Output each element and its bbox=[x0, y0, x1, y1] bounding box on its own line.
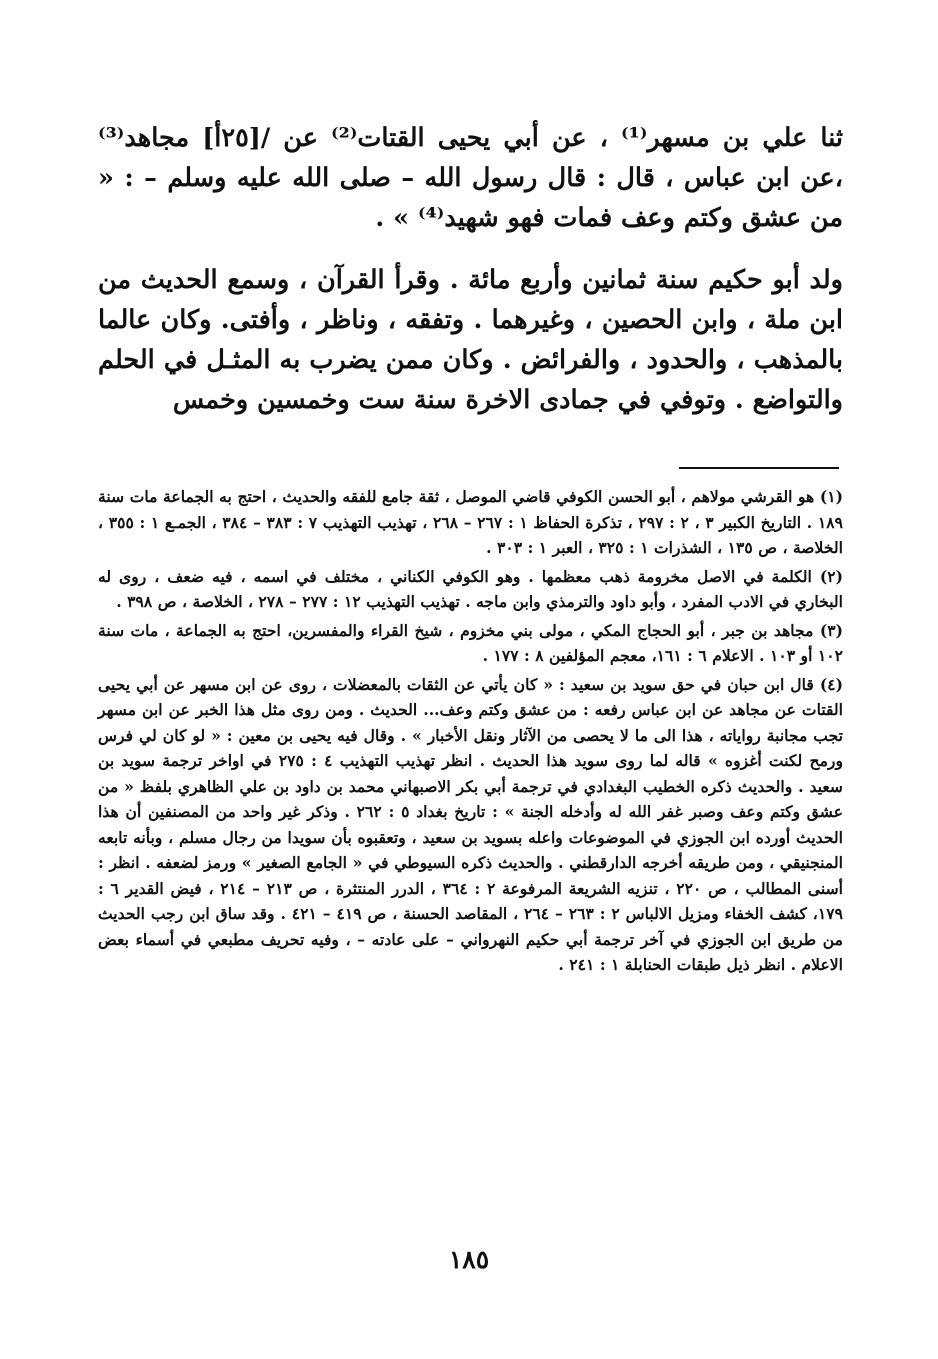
footnote-4: (٤) قال ابن حبان في حق سويد بن سعيد : « كان يأتي عن الثقات بالمعضلات ، روى عن ابن مسهر عن أبي يحيى القتات عن مجاهد عن ابن عباس رفعه : من عشق وكتم وعف... الحديث . ومن روى مثل هذا الخبر عن ابن مسهر تجب مجانبة رواياته ، هذا الى ما لا يحصى من الآثار ونقل الأخبار » . وقال فيه يحيى بن معين : « لو كان لي فرس ورمح لكنت أغزوه » قاله لما روى سويد هذا الحديث . انظر تهذيب التهذيب ٤ : ٢٧٥ في اواخر ترجمة سويد بن سعيد . والحديث ذكره الخطيب البغدادي في ترجمة أبي بكر الاصبهاني محمد بن داود بن علي الظاهري بلفظ « من عشق وكتم وعف وصبر غفر الله له وأدخله الجنة » : تاريخ بغداد ٥ : ٢٦٢ . وذكر غير واحد من المصنفين أن هذا الحديث أورده ابن الجوزي في الموضوعات واعله بسويد بن سعيد ، وتعقبوه بأن سويدا من رجال مسلم ، وبأنه تابعه المنجنيقي ، ومن طريقه أخرجه الدارقطني . والحديث ذكره السيوطي في « الجامع الصغير » ورمز لضعفه . انظر : أسنى المطالب ، ص ٢٢٠ ، تنزيه الشريعة المرفوعة ٢ : ٣٦٤ ، الدرر المنتثرة ، ص ٢١٣ – ٢١٤ ، فيض القدير ٦ : ١٧٩، كشف الخفاء ومزيل الالباس ٢ : ٢٦٣ – ٢٦٤ ، المقاصد الحسنة ، ص ٤١٩ – ٤٢١ . وقد ساق ابن رجب الحديث من طريق ابن الجوزي في آخر ترجمة أبي حكيم النهرواني – على عادته – ، وفيه تحريف مطبعي في أسماء بعض الاعلام . انظر ذيل طبقات الحنابلة ١ : ٢٤١ . bbox=[98, 674, 844, 974]
footnotes-section bbox=[98, 484, 843, 981]
footnote-divider bbox=[679, 467, 839, 469]
footnote-1: (١) هو القرشي مولاهم ، أبو الحسن الكوفي قاضي الموصل ، ثقة جامع للفقه والحديث ، احتج به الجماعة مات سنة ١٨٩ . التاريخ الكبير ٣ ، ٢ : ٢٩٧ ، تذكرة الحفاظ ١ : ٢٦٧ – ٢٦٨ ، تهذيب التهذيب ٧ : ٣٨٣ – ٣٨٤ ، الجمـع ١ : ٣٥٥ ، الخلاصة ، ص ١٣٥ ، الشذرات ١ : ٣٢٥ ، العبر ١ : ٣٠٣ . bbox=[98, 487, 843, 557]
footnote-2: (٢) الكلمة في الاصل مخرومة ذهب معظمها . وهو الكوفي الكناني ، مختلف في اسمه ، فيه ضعف ، روى له البخاري في الادب المفرد ، وأبو داود والترمذي وابن ماجه . تهذيب التهذيب ١٢ : ٢٧٧ – ٢٧٨ ، الخلاصة ، ص ٣٩٨ . bbox=[98, 566, 843, 611]
footnote-3: (٣) مجاهد بن جبر ، أبو الحجاج المكي ، مولى بني مخزوم ، شيخ القراء والمفسرين، احتج به الجماعة ، مات سنة ١٠٢ أو ١٠٣ . الاعلام ٦ : ١٦١، معجم المؤلفين ٨ : ١٧٧ . bbox=[98, 620, 843, 665]
page-number: ١٨٥ bbox=[448, 1245, 490, 1274]
main-paragraph-1: ثنا علي بن مسهر⁽¹⁾ ، عن أبي يحيى القتات⁽²⁾ عن /[٢٥أ] مجاهد⁽³⁾ ،عن ابن عباس ، قال : قال رسول الله – صلى الله عليه وسلم – : « من عشق وكتم وعف فمات فهو شهيد⁽⁴⁾ » . bbox=[98, 123, 843, 233]
main-text bbox=[98, 118, 843, 420]
main-paragraph-2: ولد أبو حكيم سنة ثمانين وأربع مائة . وقرأ القرآن ، وسمع الحديث من ابن ملة ، وابن الحصين ، وغيرهما . وتفقه ، وناظر ، وأفتى. وكان عالما بالمذهب ، والحدود ، والفرائض . وكان ممن يضرب به المثـل في الحلم والتواضع . وتوفي في جمادى الاخرة سنة ست وخمسين وخمس bbox=[98, 265, 843, 415]
